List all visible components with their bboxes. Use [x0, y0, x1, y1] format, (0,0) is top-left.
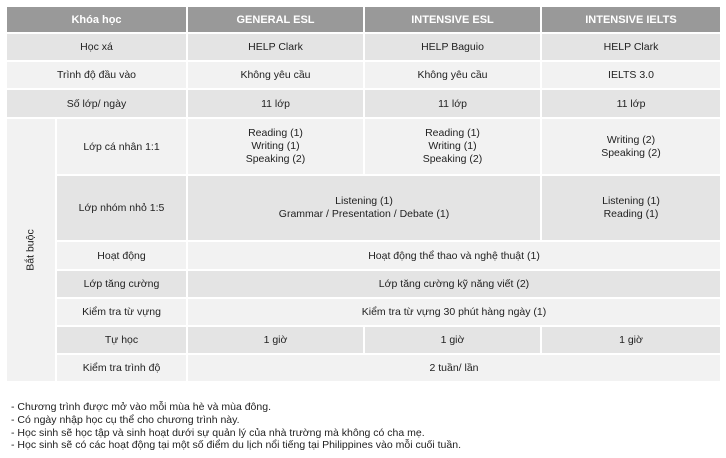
entry-level-row: [6, 61, 721, 89]
cell-line: Reading (1): [603, 208, 659, 220]
row-label: Tự học: [56, 326, 187, 354]
cell: 1 giờ: [364, 326, 541, 354]
small-group-row: [6, 175, 721, 241]
note-item: - Học sinh sẽ có các hoạt động tại một số điểm du lịch nổi tiếng tại Philippines vào mỗi cuối tuần.: [11, 439, 461, 452]
mandatory-section-label: [6, 118, 56, 382]
cell-line: Listening (1): [602, 195, 660, 207]
cell: Hoạt động thể thao và nghệ thuật (1): [187, 241, 721, 270]
cell-line: Writing (2): [606, 133, 656, 146]
vocab-test-row: [6, 298, 721, 326]
cell-line: Speaking (2): [422, 153, 483, 165]
activities-row: [6, 241, 721, 270]
cell-line: Reading (1): [425, 127, 480, 139]
course-comparison-table: [5, 5, 722, 383]
notes: [11, 401, 461, 452]
header-row: [6, 6, 721, 33]
row-label: Kiểm tra trình độ: [56, 354, 187, 382]
cell: 11 lớp: [187, 89, 364, 118]
header-intensive-ielts: INTENSIVE IELTS: [541, 6, 721, 33]
cell: Lớp tăng cường kỹ năng viết (2): [187, 270, 721, 298]
cell-line: Writing (1): [251, 140, 300, 152]
cell: HELP Clark: [187, 33, 364, 61]
cell: [541, 175, 721, 241]
row-label: Trình độ đầu vào: [6, 61, 187, 89]
mandatory-label: Bắt buộc: [24, 229, 37, 271]
row-label: Học xá: [6, 33, 187, 61]
note-item: - Chương trình được mở vào mỗi mùa hè và mùa đông.: [11, 401, 271, 413]
cell: 1 giờ: [187, 326, 364, 354]
cell: [541, 118, 721, 175]
row-label: Lớp cá nhân 1:1: [56, 118, 187, 175]
cell-line: Grammar / Presentation / Debate (1): [278, 208, 450, 220]
row-label: Lớp nhóm nhỏ 1:5: [56, 175, 187, 241]
self-study-row: [6, 326, 721, 354]
cell-line: Speaking (2): [245, 153, 306, 165]
cell: [364, 118, 541, 175]
cell: Không yêu cầu: [187, 61, 364, 89]
cell: 2 tuần/ lần: [187, 354, 721, 382]
row-label: Hoạt động: [56, 241, 187, 270]
cell-line: Listening (1): [335, 195, 393, 207]
cell: 11 lớp: [364, 89, 541, 118]
reinforcement-row: [6, 270, 721, 298]
cell-line: Speaking (2): [601, 146, 661, 159]
row-label: Số lớp/ ngày: [6, 89, 187, 118]
classes-per-day-row: [6, 89, 721, 118]
note-item: - Có ngày nhập học cụ thể cho chương trình này.: [11, 413, 240, 426]
cell: IELTS 3.0: [541, 61, 721, 89]
note-item: - Học sinh sẽ học tập và sinh hoạt dưới sự quản lý của nhà trường mà không có cha mẹ.: [11, 426, 425, 439]
cell: [187, 118, 364, 175]
cell: HELP Baguio: [364, 33, 541, 61]
cell: [187, 175, 541, 241]
cell: 11 lớp: [541, 89, 721, 118]
campus-row: [6, 33, 721, 61]
row-label: Lớp tăng cường: [56, 270, 187, 298]
header-course: Khóa học: [6, 6, 187, 33]
row-label: Kiểm tra từ vựng: [56, 298, 187, 326]
cell: 1 giờ: [541, 326, 721, 354]
header-general-esl: GENERAL ESL: [187, 6, 364, 33]
cell-line: Writing (1): [428, 140, 477, 152]
level-test-row: [6, 354, 721, 382]
header-intensive-esl: INTENSIVE ESL: [364, 6, 541, 33]
cell: Không yêu cầu: [364, 61, 541, 89]
cell: HELP Clark: [541, 33, 721, 61]
cell: Kiểm tra từ vựng 30 phút hàng ngày (1): [187, 298, 721, 326]
cell-line: Reading (1): [248, 127, 303, 139]
one-on-one-row: [6, 118, 721, 175]
